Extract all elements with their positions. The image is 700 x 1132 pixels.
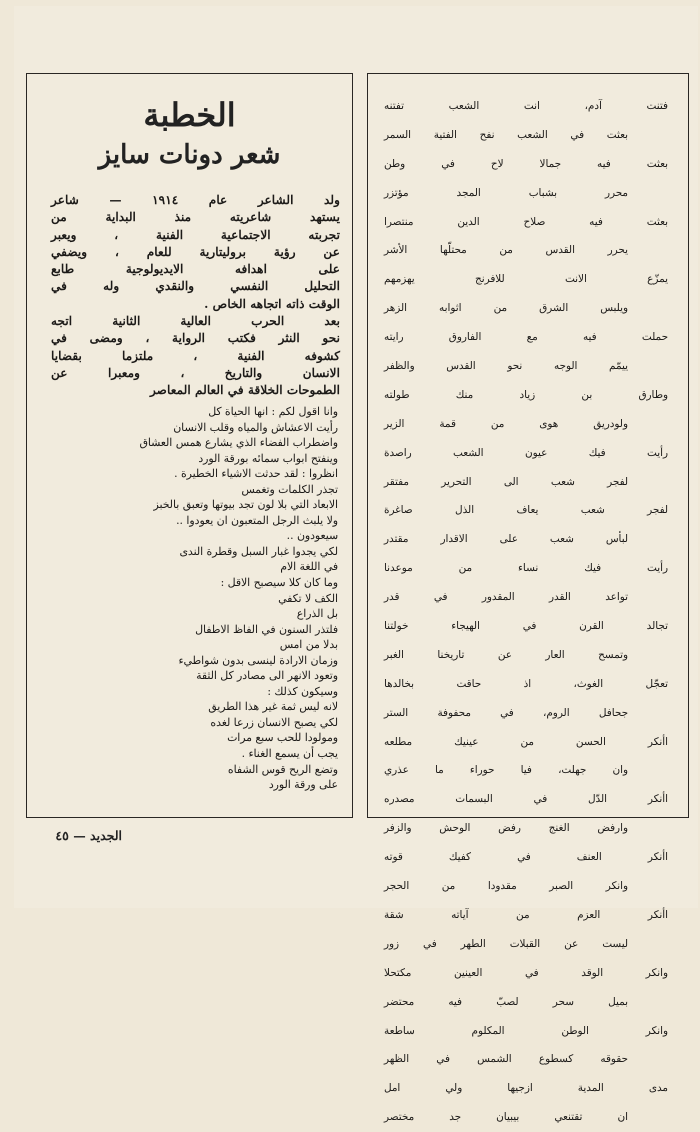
intro-line: التحليل النفسي والنقدي وله في xyxy=(51,279,340,294)
poem-line: يجب أن يسمع الغناء . xyxy=(241,747,338,761)
verse-line: تعجّل الغوث، اذ حاقت بخالدها xyxy=(384,677,668,690)
poem-line: وينفتح ابواب سمائه بورقة الورد xyxy=(198,451,338,465)
verse-line: بعثت فيه جمالا لاح في وطن xyxy=(384,157,668,170)
verse-line: وانكر الوقد في العينين مكتحلا xyxy=(384,966,668,979)
verse-line: اأنكر العزم من آياته شقة xyxy=(384,908,668,921)
poem-line: وسيكون كذلك : xyxy=(267,684,338,698)
verse-line: اأنكر العنف في كفيك قوته xyxy=(384,851,668,864)
verse-line: وتمسح العار عن تاريخنا الغبر xyxy=(384,648,628,661)
article-subtitle: شعر دونات سايز xyxy=(98,140,281,170)
poem-line: سيعودون .. xyxy=(286,529,338,543)
poem-line: بدلا من امس xyxy=(279,638,338,652)
verse-line: محرر بشباب المجد مؤتزر xyxy=(384,186,628,199)
intro-line: نحو النثر فكتب الرواية ، ومضى في xyxy=(51,331,340,346)
poem-line: واضطراب الفضاء الذي يشارع همس العشاق xyxy=(139,436,338,450)
translated-poem xyxy=(47,404,338,793)
verse-line: حملت فيه مع الفاروق رايته xyxy=(384,331,668,344)
poem-line: بل الذراع xyxy=(296,607,338,621)
verse-line: لبأس شعب على الاقدار مقتدر xyxy=(384,533,628,546)
verse-line: فتنت آدم، انت الشعب تفتنه xyxy=(384,100,668,112)
verse-line: اأنكر الدّل في البسمات مصدره xyxy=(384,793,668,806)
footer-separator: — xyxy=(73,828,86,843)
intro-line: كشوفه الفنية ، ملتزما بقضايا xyxy=(51,348,340,363)
poem-line: وما كان كلا سيصبح الاقل : xyxy=(220,576,338,590)
verse-line: لفجر شعب الى التحرير مفتقر xyxy=(384,475,628,488)
verse-line: وانكر الوطن المكلوم ساطعة xyxy=(384,1024,668,1037)
magazine-name: الجديد xyxy=(90,828,122,843)
verse-line: تواعد القدر المقدور في قدر xyxy=(384,591,628,604)
article-column xyxy=(26,73,353,818)
poem-line: الابعاد التي بلا لون تجد بيوتها وتعبق بالخبز xyxy=(153,498,338,512)
intro-line: الانسان والتاريخ ، ومعبرا عن xyxy=(51,365,340,380)
poem-line: في اللغة الام xyxy=(280,560,338,574)
verse-line: وطارق بن زياد منك طولته xyxy=(384,388,668,401)
verse-line: ييمّم الوجه نحو القدس والظفر xyxy=(384,360,628,373)
poem-line: وانا اقول لكم : انها الحياة كل xyxy=(208,405,338,418)
poem-line: الكف لا تكفي xyxy=(278,591,338,605)
verse-line: ولودريق هوى من قمة الزير xyxy=(384,417,628,430)
intro-line: تجربته الاجتماعية الفنية ، ويعبر xyxy=(51,227,340,242)
verse-line: ويلبس الشرق من اثوابه الزهر xyxy=(384,302,628,315)
intro-line: الوقت ذاته اتجاهه الخاص . xyxy=(204,296,340,311)
intro-line: عن رؤية بروليتارية للعام ، ويضفي xyxy=(51,244,340,259)
poem-line: فلتذر السنون في الفاظ الاطفال xyxy=(195,622,338,636)
verse-line: جحافل الروم، في محفوفة الستر xyxy=(384,706,628,719)
verse-line: يمزّع الانت للافرنج يهزمهم xyxy=(384,273,668,286)
page-footer xyxy=(55,828,122,843)
poem-line: ومولودا للحب سبع مرات xyxy=(227,731,338,745)
verse-line: رأيت فيك نساء من موعدنا xyxy=(384,562,668,575)
verse-line: لفجر شعب يعاف الذل صاغرة xyxy=(384,504,668,517)
poem-line: وتضع الريح قوس الشفاه xyxy=(227,762,338,776)
page-number: ٤٥ xyxy=(55,828,69,843)
verse-line: ليست عن القبلات الطهر في زور xyxy=(384,937,628,950)
verse-line: بعثت في الشعب نفح الفتية السمر xyxy=(384,128,628,141)
verse-line: رأيت فيك عيون الشعب راصدة xyxy=(384,446,668,459)
verse-line: وانكر الصبر مقدودا من الحجر xyxy=(384,880,628,893)
verse-line: بميل سحر لصبّ فيه محتضر xyxy=(384,995,628,1008)
poem-line: تجذر الكلمات وتغمس xyxy=(241,482,338,496)
poem-line: لكي يجدوا غبار السبل وقطرة الندى xyxy=(179,544,338,558)
verse-line: مدى المدية ازجيها ولي امل xyxy=(384,1082,668,1095)
verse-line: يحرر القدس من محتلّها الأشر xyxy=(384,244,628,257)
verse-line: بعثت فيه صلاح الدين منتصرا xyxy=(384,215,668,228)
poem-line: لانه ليس ثمة غير هذا الطريق xyxy=(208,700,338,714)
poem-line: رأيت الاعشاش والمياه وقلب الانسان xyxy=(173,420,338,434)
intro-line: على اهدافه الايديولوجية طابع xyxy=(51,262,340,277)
intro-line: ولد الشاعر عام ١٩١٤ — شاعر xyxy=(51,193,340,207)
author-intro xyxy=(51,192,340,400)
poem-line: لكي يصبح الانسان زرعا لغده xyxy=(210,715,338,729)
article-title: الخطبة xyxy=(143,96,236,134)
verse-line: تجالد القرن في الهيجاء خولتنا xyxy=(384,620,668,633)
poem-line: ولا يلبث الرجل المتعبون ان يعودوا .. xyxy=(176,513,338,527)
poem-line: وتعود الانهر الى مصادر كل الثقة xyxy=(196,669,338,683)
verse-line: وان جهلت، فيا حوراء ما عذري xyxy=(384,764,628,777)
verse-line: ان تقتنعي بيبيان جد مختصر xyxy=(384,1111,628,1124)
poem-line: انظروا : لقد حدثت الاشياء الخطيرة . xyxy=(174,467,338,481)
intro-line: بعد الحرب العالية الثانية اتجه xyxy=(51,314,340,329)
poem-line: وزمان الارادة لينسى بدون شواطيء xyxy=(178,653,338,667)
verse-line: اأنكر الحسن من عينيك مطلعه xyxy=(384,735,668,748)
intro-line: الطموحات الخلاقة في العالم المعاصر xyxy=(149,383,340,398)
poem-line: على ورقة الورد xyxy=(268,778,338,792)
verse-line: وارفض الغنج رفض الوحش والزفر xyxy=(384,822,628,835)
intro-line: يستهد شاعريته منذ البداية من xyxy=(51,210,340,225)
verse-line: حقوقه كسطوع الشمس في الظهر xyxy=(384,1053,628,1066)
verse-column xyxy=(367,73,689,1124)
